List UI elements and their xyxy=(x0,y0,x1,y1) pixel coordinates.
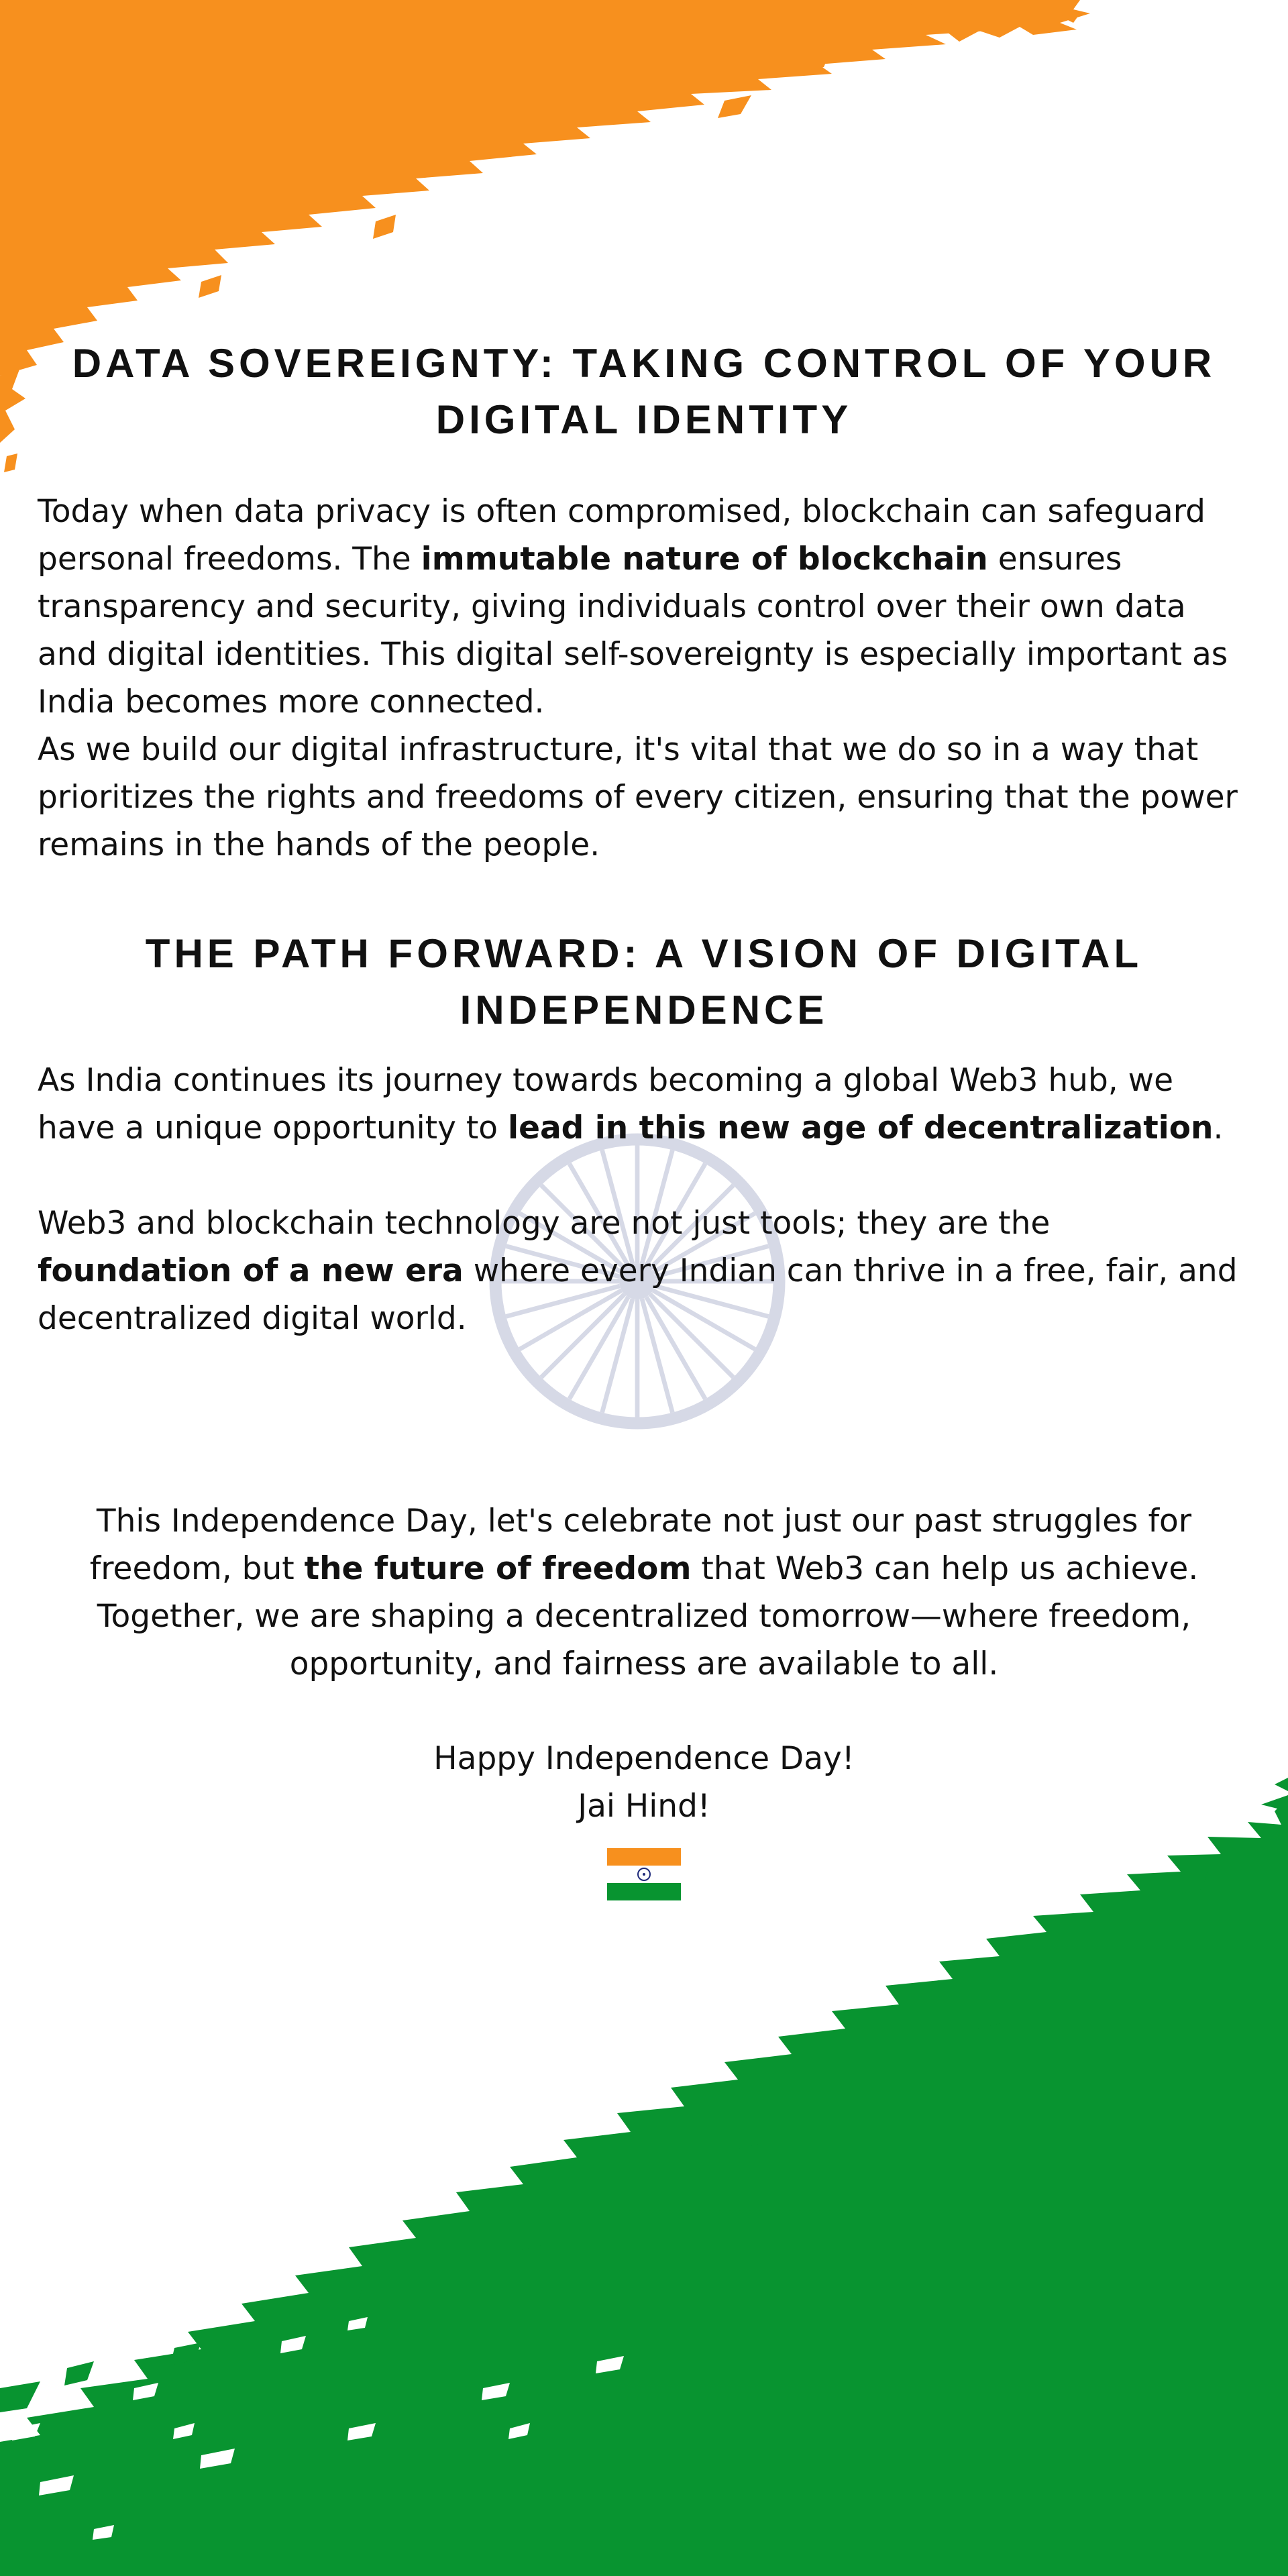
closing-paragraph xyxy=(27,1497,1261,1688)
path-p2-text-a: Web3 and blockchain technology are not just tools; they are the xyxy=(38,1205,1051,1242)
sovereignty-paragraph-1 xyxy=(38,488,1252,726)
closing-bold: the future of freedom xyxy=(304,1550,692,1587)
section-heading-path-forward: THE PATH FORWARD: A VISION OF DIGITAL INDEPENDENCE xyxy=(145,931,1143,1032)
sovereignty-p1-bold: immutable nature of blockchain xyxy=(421,541,988,578)
sovereignty-paragraph-2: As we build our digital infrastructure, it's vital that we do so in a way that prioritizes the rights and freedoms of every citizen, ensuring that the power remains in the hands of the people. xyxy=(38,731,1238,863)
sovereignty-p1-text-c: ensures transparency and security, giving individuals control over their own data and digital identities. This digital self-sovereignty is especially important as India becomes more connected. xyxy=(38,541,1228,720)
path-p2-text-c: where every Indian can thrive in a free, fair, and decentralized digital world. xyxy=(38,1252,1238,1337)
path-p1-text-a: As India continues its journey towards becoming a global Web3 hub, we have a unique opportunity to xyxy=(38,1062,1174,1146)
section-heading-data-sovereignty: DATA SOVEREIGNTY: TAKING CONTROL OF YOUR DIGITAL IDENTITY xyxy=(72,341,1216,442)
path-p2-bold: foundation of a new era xyxy=(38,1252,464,1289)
path-p1-text-c: . xyxy=(1213,1110,1224,1146)
greeting-text: Happy Independence Day! xyxy=(433,1740,855,1777)
closing-text-a: This Independence Day, let's celebrate not just our past struggles for freedom, but xyxy=(89,1503,1192,1587)
sovereignty-p1-text-a: Today when data privacy is often compromised, blockchain can safeguard personal freedoms. The xyxy=(38,493,1206,578)
closing-text-c: that Web3 can help us achieve. Together, we are shaping a decentralized tomorrow—where freedom, opportunity, and fairness are available to all. xyxy=(97,1550,1199,1682)
path-p1-bold: lead in this new age of decentralization xyxy=(507,1110,1214,1146)
sign-off-text: Jai Hind! xyxy=(578,1788,710,1825)
path-paragraph-2 xyxy=(38,1199,1252,1342)
indian-flag-icon xyxy=(607,1848,681,1900)
path-paragraph-1 xyxy=(38,1057,1252,1152)
